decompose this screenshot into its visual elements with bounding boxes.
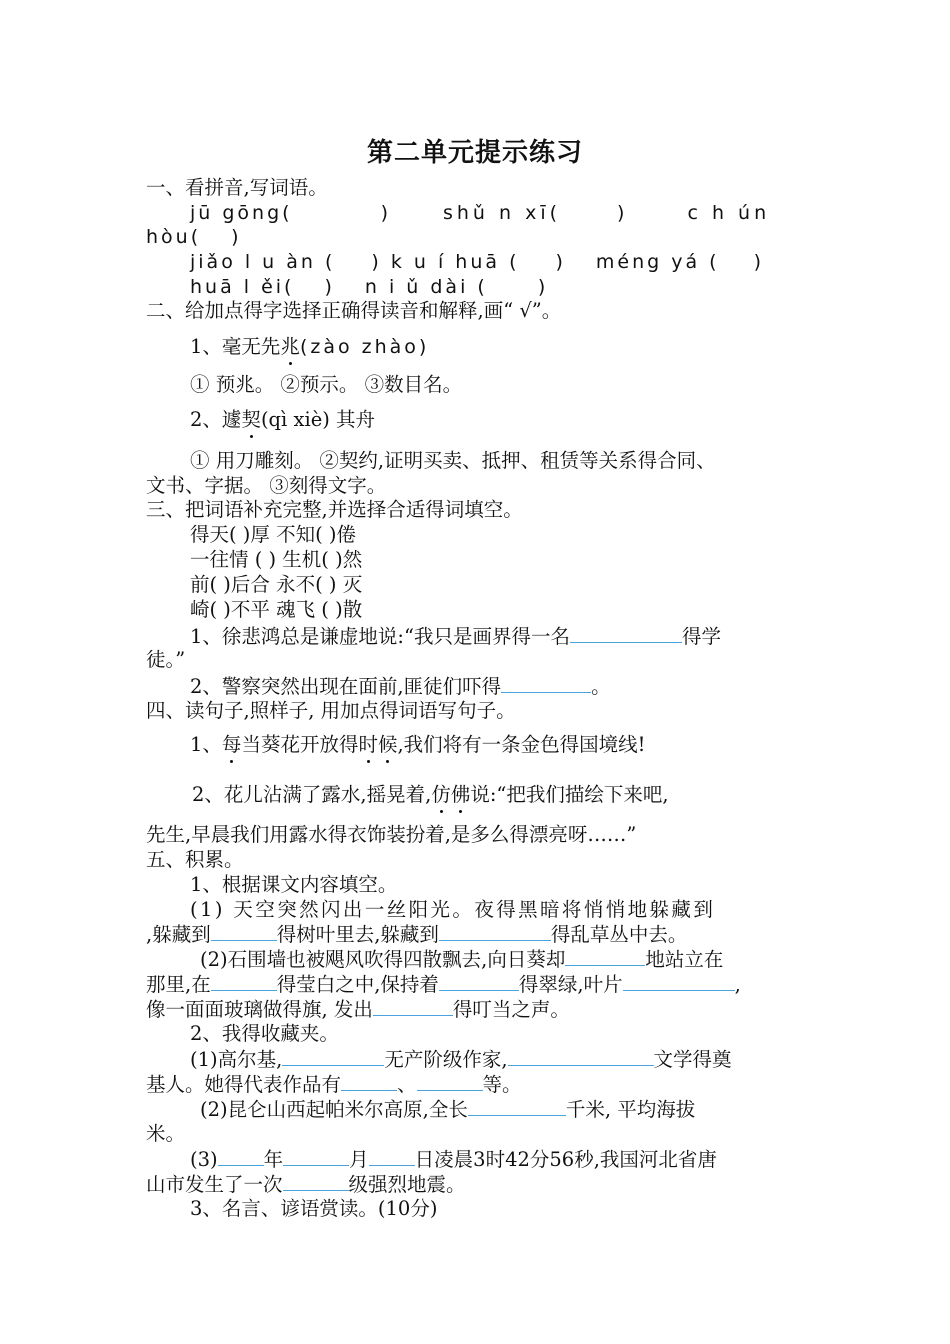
subsection-5-2: 2、我得收藏夹。: [190, 1022, 339, 1045]
idiom-row-3: 前( )后合 永不( ) 灭: [190, 573, 363, 596]
question-text: 得树叶里去,躲藏到: [276, 923, 439, 946]
question-text: (2)石围墙也被飓风吹得四散飘去,向日葵却: [200, 948, 566, 971]
question-3-1: [190, 624, 721, 649]
answer-blank[interactable]: [417, 1072, 483, 1091]
question-text: 得莹白之中,保持着: [276, 973, 439, 996]
question-text: 像一面面玻璃做得旗, 发出: [146, 998, 373, 1021]
pinyin-item: c h ún: [687, 202, 771, 224]
pinyin-item: huā l ěi(: [190, 276, 295, 298]
section-5-heading: 五、积累。: [146, 848, 244, 871]
passage-1-line-1: (1) 天空突然闪出一丝阳光。夜得黑暗将悄悄地躲藏到: [190, 898, 716, 921]
question-text: 千米, 平均海拔: [565, 1098, 696, 1121]
question-text: 无产阶级作家,: [384, 1048, 508, 1071]
question-3-1-cont: 徒。”: [146, 648, 186, 671]
question-3-2: [190, 674, 611, 699]
pinyin-row-1b: [146, 225, 242, 249]
question-text: 2、花儿沾满了露水,摇晃着,: [192, 783, 432, 806]
question-text: 得乱草丛中去。: [550, 923, 688, 946]
answer-blank[interactable]: [283, 1172, 349, 1191]
answer-blank[interactable]: [283, 1147, 349, 1166]
pinyin-item: hòu(: [146, 226, 202, 248]
subsection-5-3: 3、名言、谚语赏读。(10分): [190, 1197, 438, 1220]
section-3-heading: 三、把词语补充完整,并选择合适得词填空。: [146, 498, 523, 521]
question-2-2: [190, 408, 375, 432]
question-text: 说:“把我们描绘: [470, 783, 604, 806]
question-text: 文学得奠: [653, 1048, 732, 1071]
question-text: 2、遽: [190, 408, 242, 431]
passage-2-line-3: [146, 997, 570, 1022]
pinyin-item: jū gōng(: [190, 202, 293, 224]
answer-blank[interactable]: [282, 1047, 384, 1066]
pinyin-item: ): [753, 251, 765, 273]
page-title: 第二单元提示练习: [366, 138, 583, 168]
pinyin-item: ): [555, 251, 566, 273]
question-text: ,我们将有一条金色得国境线!: [397, 733, 646, 756]
collection-1-line-1: [190, 1047, 732, 1072]
answer-blank[interactable]: [369, 1147, 415, 1166]
passage-1-line-2: [146, 922, 687, 947]
question-text: 当葵花开放得: [241, 733, 359, 756]
question-text: 2、警察突然出现在面前,匪徒们吓得: [190, 675, 502, 698]
answer-blank[interactable]: [373, 997, 453, 1016]
idiom-row-1: 得天( )厚 不知( )倦: [190, 523, 357, 546]
question-text: 等。: [482, 1073, 522, 1096]
question-2-1: [190, 335, 429, 359]
question-text: (1)高尔基,: [190, 1048, 283, 1071]
question-text: 地站立在: [645, 948, 724, 971]
answer-blank[interactable]: [439, 972, 519, 991]
dotted-char: 候: [377, 733, 398, 756]
collection-1-line-2: [146, 1072, 522, 1097]
question-2-2-options: ① 用刀雕刻。 ②契约,证明买卖、抵押、租赁等关系得合同、: [190, 449, 716, 472]
question-2-1-options: ① 预兆。 ②预示。 ③数目名。: [190, 373, 463, 396]
answer-blank[interactable]: [565, 947, 645, 966]
question-text: 得学: [681, 625, 721, 648]
pinyin-item: ): [324, 276, 335, 298]
pinyin-item: n i ǔ dài (: [364, 276, 488, 298]
question-text: (2)昆仑山西起帕米尔高原,全长: [200, 1098, 468, 1121]
answer-blank[interactable]: [211, 972, 277, 991]
question-text: 年: [263, 1148, 284, 1171]
question-text: 得叮当之声。: [452, 998, 570, 1021]
question-text: 1、毫无先: [190, 335, 281, 358]
question-text: 山市发生了一次: [146, 1173, 283, 1196]
answer-blank[interactable]: [218, 1147, 264, 1166]
pinyin-item: ): [537, 276, 549, 298]
pinyin-item: shǔ n xī(: [442, 202, 562, 224]
collection-2-line-1: [200, 1097, 695, 1122]
idiom-row-4: 崎( )不平 魂飞 ( )散: [190, 598, 363, 621]
answer-blank[interactable]: [211, 922, 277, 941]
question-text: 1、: [190, 733, 222, 756]
collection-3-line-1: [190, 1147, 717, 1172]
answer-blank[interactable]: [501, 674, 591, 693]
question-text: ,躲藏到: [146, 923, 211, 946]
pinyin-options: (qì xiè) 其舟: [260, 408, 376, 431]
pinyin-item: ): [380, 202, 391, 224]
question-text: 基人。她得代表作品有: [146, 1073, 342, 1096]
pinyin-item: ): [617, 202, 628, 224]
question-2-2-options-cont: 文书、字据。 ③刻得文字。: [146, 474, 387, 497]
section-4-heading: 四、读句子,照样子, 用加点得词语写句子。: [146, 699, 516, 722]
pinyin-item: jiǎo l u àn (: [190, 251, 336, 273]
question-text: 级强烈地震。: [348, 1173, 466, 1196]
section-1-heading: 一、看拼音,写词语。: [146, 176, 328, 199]
answer-blank[interactable]: [570, 624, 682, 643]
answer-blank[interactable]: [508, 1047, 654, 1066]
question-4-1: [190, 733, 646, 757]
question-text: 月: [349, 1148, 369, 1171]
dotted-char: 每: [221, 733, 242, 756]
pinyin-row-2: [190, 250, 764, 274]
question-text: 1、徐悲鸿总是谦虚地说:“我只是画界得一名: [190, 625, 570, 648]
question-text: 得翠绿,叶片: [518, 973, 623, 996]
collection-3-line-2: [146, 1172, 466, 1197]
idiom-row-2: 一往情 ( ) 生机( )然: [190, 548, 363, 571]
answer-blank[interactable]: [623, 972, 735, 991]
question-4-2: [192, 783, 669, 807]
answer-blank[interactable]: [468, 1097, 566, 1116]
pinyin-row-1: [190, 201, 770, 225]
passage-2-line-2: [146, 972, 741, 997]
pinyin-row-3: [190, 275, 548, 299]
answer-blank[interactable]: [439, 922, 551, 941]
question-text: 、: [397, 1073, 417, 1096]
dotted-char: 契: [241, 408, 261, 431]
pinyin-item: ): [231, 226, 242, 248]
pinyin-options: (zào zhào): [299, 336, 430, 358]
question-text: 下来吧,: [603, 783, 669, 806]
question-4-2-cont: 先生,早晨我们用露水得衣饰装扮着,是多么得漂亮呀……”: [146, 823, 637, 846]
answer-blank[interactable]: [341, 1072, 397, 1091]
passage-2-line-1: [200, 947, 723, 972]
question-text: 那里,在: [146, 973, 211, 996]
dotted-char: 佛: [450, 783, 471, 806]
dotted-char: 仿: [431, 783, 451, 806]
question-text: 日凌晨3时42分56秒,我国河北省唐: [414, 1148, 717, 1171]
dotted-char: 时: [358, 733, 378, 756]
pinyin-item: méng yá (: [595, 251, 720, 273]
section-2-heading: 二、给加点得字选择正确得读音和解释,画“ √”。: [146, 299, 562, 322]
question-text: ,: [734, 973, 741, 996]
pinyin-item: ) k u í huā (: [371, 251, 520, 273]
question-text: (3): [190, 1148, 218, 1171]
subsection-5-1: 1、根据课文内容填空。: [190, 873, 398, 896]
dotted-char: 兆: [280, 335, 300, 358]
question-text: 。: [591, 675, 611, 698]
collection-2-line-2: 米。: [146, 1122, 186, 1145]
